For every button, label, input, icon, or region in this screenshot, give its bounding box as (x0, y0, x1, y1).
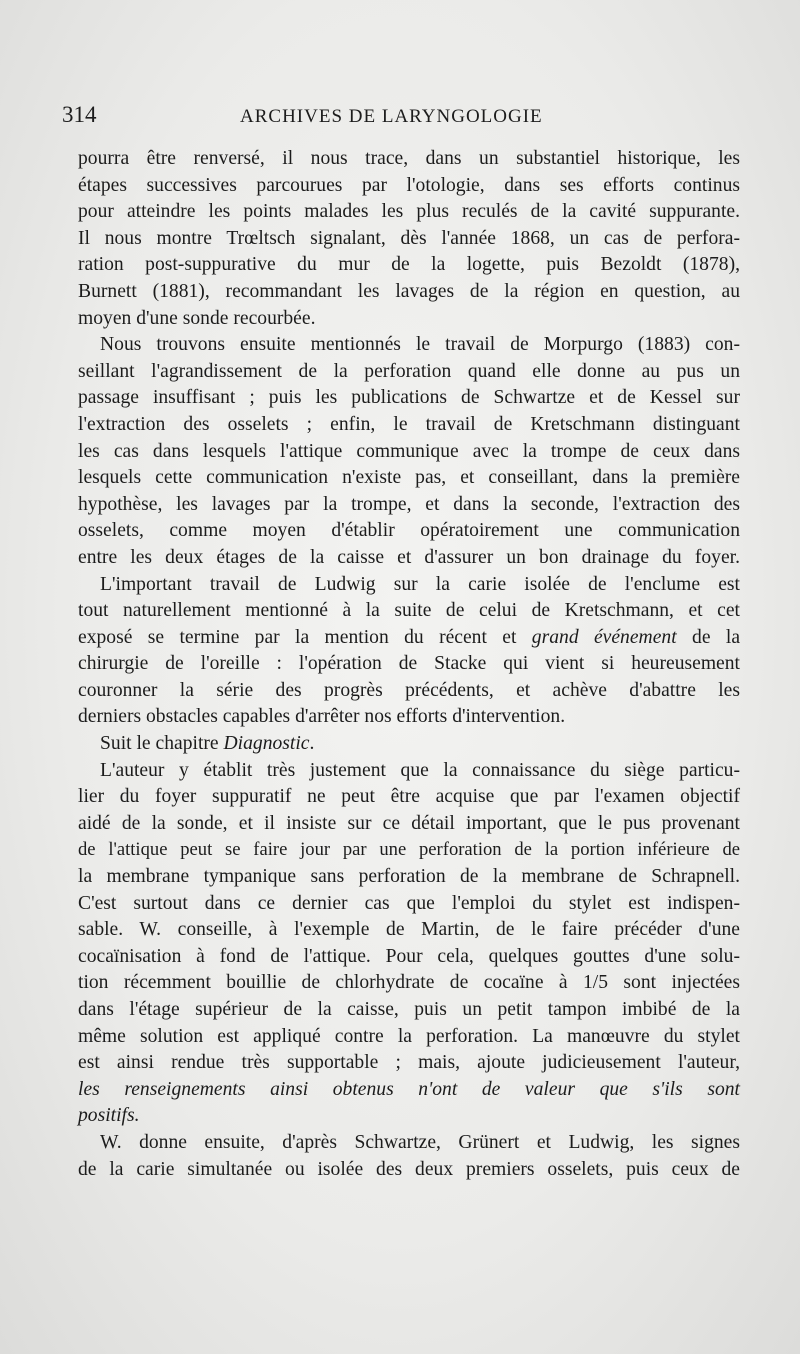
text-line: Burnett (1881), recommandant les lavages de la région en question, au (78, 280, 740, 302)
text-line: les renseignements ainsi obtenus n'ont de valeur que s'ils sont (78, 1078, 740, 1100)
text-line: les cas dans lesquels l'attique communique avec la trompe de ceux dans (78, 440, 740, 462)
text-line: derniers obstacles capables d'arrêter nos efforts d'intervention. (78, 706, 566, 728)
text-line: exposé se termine par la mention du récent et grand événement de la (78, 626, 741, 648)
text-line: lier du foyer suppuratif ne peut être acquise que par l'examen objectif (78, 786, 740, 808)
text-line: passage insuffisant ; puis les publications de Schwartze et de Kessel sur (78, 387, 740, 409)
text-line: étapes successives parcourues par l'otologie, dans ses efforts continus (78, 174, 740, 196)
text-line: ration post-suppurative du mur de la logette, puis Bezoldt (1878), (78, 254, 740, 276)
text-line: moyen d'une sonde recourbée. (78, 307, 316, 329)
text-line: tion récemment bouillie de chlorhydrate de cocaïne à 1/5 sont injectées (78, 972, 740, 994)
text-line: sable. W. conseille, à l'exemple de Martin, de le faire précéder d'une (78, 919, 740, 941)
text-line: seillant l'agrandissement de la perforation quand elle donne au pus un (78, 360, 740, 382)
text-line: de la carie simultanée ou isolée des deux premiers osselets, puis ceux de (78, 1158, 740, 1180)
text-line: osselets, comme moyen d'établir opératoirement une communication (78, 520, 740, 542)
text-line: est ainsi rendue très supportable ; mais, ajoute judicieusement l'auteur, (78, 1052, 740, 1074)
page-header (62, 100, 752, 134)
body-text (78, 146, 740, 1183)
text-line: même solution est appliqué contre la perforation. La manœuvre du stylet (78, 1025, 740, 1047)
text-line: C'est surtout dans ce dernier cas que l'emploi du stylet est indispen- (78, 892, 740, 914)
text-line: Suit le chapitre Diagnostic. (100, 733, 315, 755)
text-line: Nous trouvons ensuite mentionnés le travail de Morpurgo (1883) con- (100, 334, 740, 356)
text-line: lesquels cette communication n'existe pas, et conseillant, dans la première (78, 467, 740, 489)
text-line: L'important travail de Ludwig sur la carie isolée de l'enclume est (100, 573, 740, 595)
text-line: positifs. (78, 1105, 140, 1127)
text-line: entre les deux étages de la caisse et d'assurer un bon drainage du foyer. (78, 546, 740, 568)
text-line: tout naturellement mentionné à la suite de celui de Kretschmann, et cet (78, 600, 740, 622)
text-line: la membrane tympanique sans perforation de la membrane de Schrapnell. (78, 866, 740, 888)
text-line: l'extraction des osselets ; enfin, le travail de Kretschmann distinguant (78, 413, 740, 435)
running-title: ARCHIVES DE LARYNGOLOGIE (240, 106, 543, 127)
text-line: hypothèse, les lavages par la trompe, et dans la seconde, l'extraction des (78, 493, 740, 515)
text-line: chirurgie de l'oreille : l'opération de Stacke qui vient si heureusement (78, 653, 740, 675)
text-line: dans l'étage supérieur de la caisse, puis un petit tampon imbibé de la (78, 999, 740, 1020)
text-line: W. donne ensuite, d'après Schwartze, Grünert et Ludwig, les signes (100, 1131, 740, 1153)
text-line: pour atteindre les points malades les plus reculés de la cavité suppurante. (78, 201, 740, 223)
text-line: cocaïnisation à fond de l'attique. Pour cela, quelques gouttes d'une solu- (78, 945, 740, 967)
text-line: Il nous montre Trœltsch signalant, dès l'année 1868, un cas de perfora- (78, 227, 740, 249)
text-line: L'auteur y établit très justement que la connaissance du siège particu- (100, 759, 740, 781)
text-line: couronner la série des progrès précédents, et achève d'abattre les (78, 679, 740, 701)
page-number: 314 (62, 102, 97, 127)
text-line: pourra être renversé, il nous trace, dans un substantiel historique, les (78, 148, 740, 169)
text-line: de l'attique peut se faire jour par une perforation de la portion inférieure de (78, 839, 740, 861)
text-line: aidé de la sonde, et il insiste sur ce détail important, que le pus provenant (78, 812, 740, 834)
